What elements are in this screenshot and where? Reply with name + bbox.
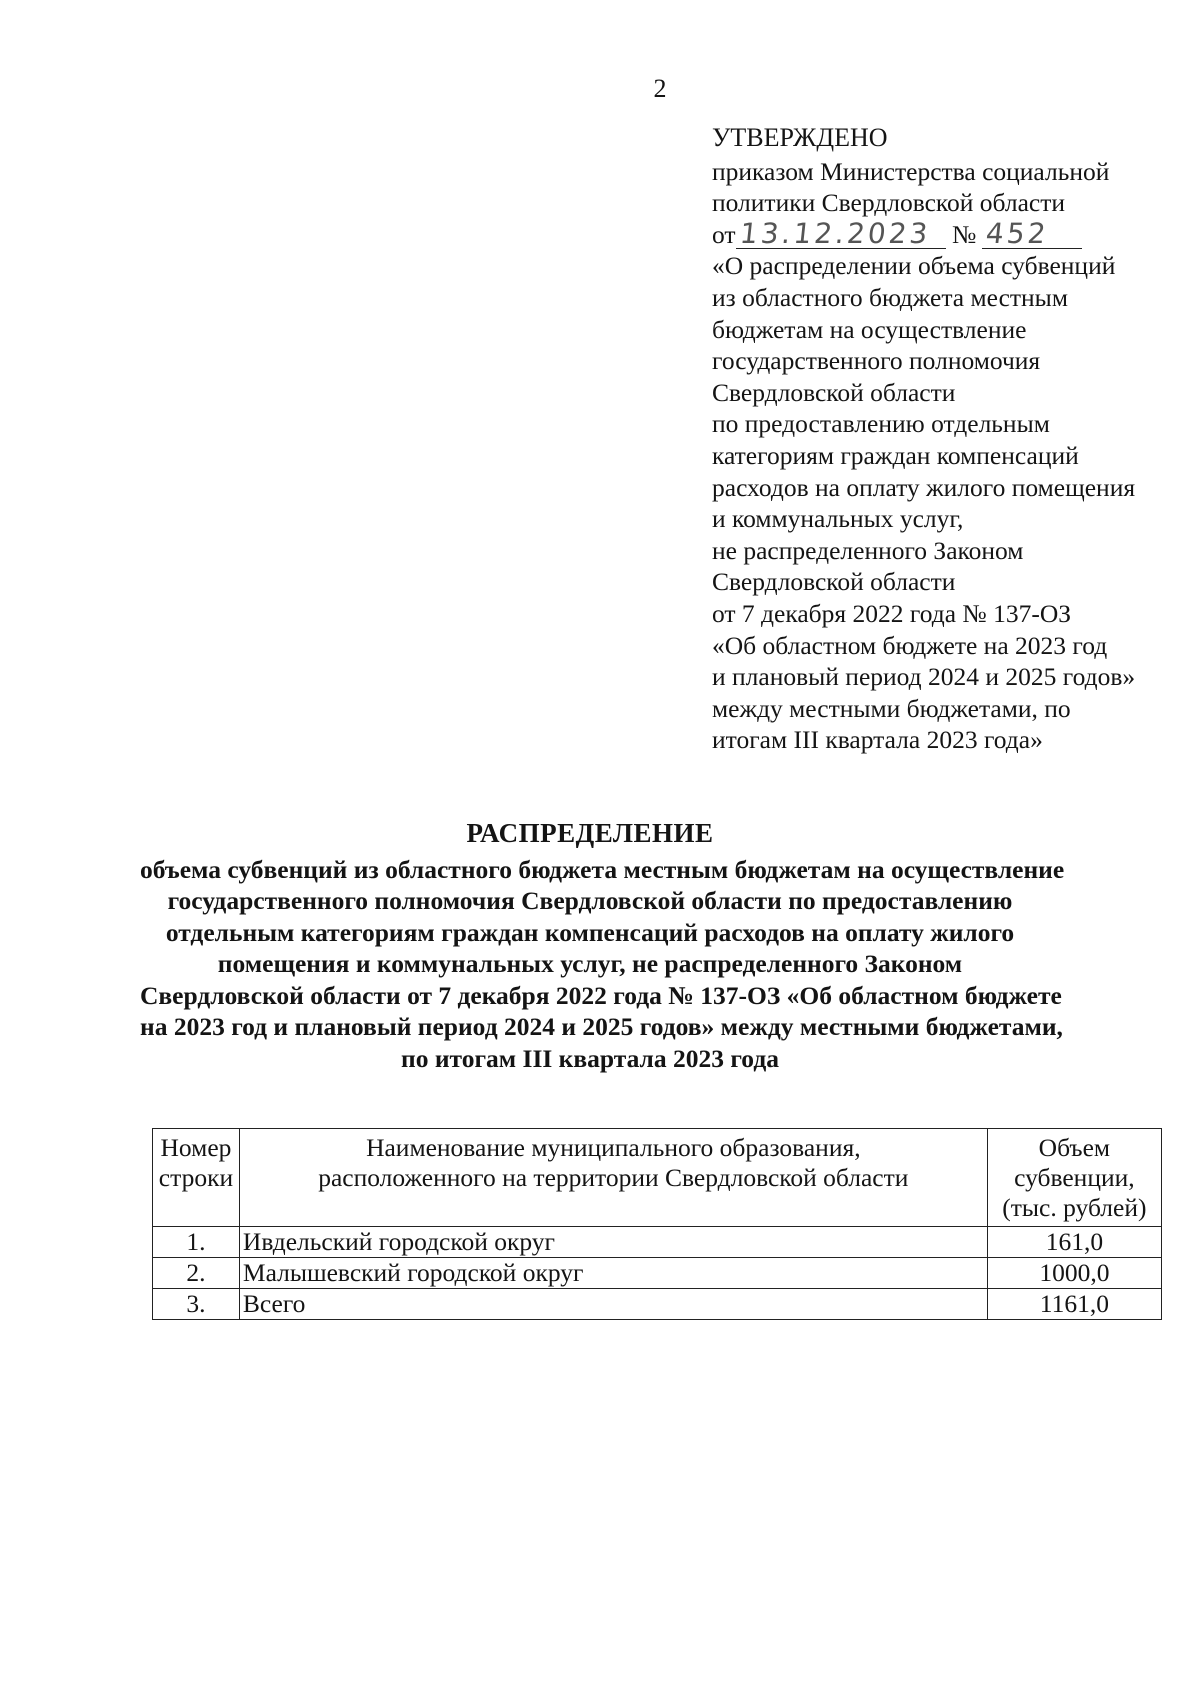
approval-line: из областного бюджета местным	[712, 282, 1068, 312]
header-volume	[987, 1129, 1161, 1227]
heading-line: государственного полномочия Свердловской области по предоставлению	[167, 886, 1013, 915]
header-line: расположенного на территории Свердловской области	[318, 1163, 909, 1192]
subvention-volume: 1000,0	[987, 1258, 1161, 1289]
header-row-number	[153, 1129, 240, 1227]
subvention-volume: 161,0	[987, 1227, 1161, 1258]
row-number: 3.	[153, 1289, 240, 1320]
approval-line: Свердловской области	[712, 567, 956, 597]
row-number: 2.	[153, 1258, 240, 1289]
header-line: Наименование муниципального образования,	[366, 1133, 861, 1162]
approval-line: государственного полномочия	[712, 346, 1041, 376]
page-number: 2	[653, 74, 667, 103]
document-heading	[140, 818, 1065, 1074]
date-prefix: от	[712, 219, 736, 249]
approval-line: политики Свердловской области	[712, 188, 1066, 218]
header-line: строки	[158, 1163, 234, 1192]
heading-line: отдельным категориям граждан компенсаций расходов на оплату жилого	[165, 917, 1015, 947]
approval-line: между местными бюджетами, по	[712, 693, 1071, 723]
header-line: субвенции,	[1014, 1163, 1135, 1192]
header-line: Номер	[160, 1133, 232, 1162]
approval-block	[712, 122, 1182, 756]
handwritten-date: 13.12.2023	[737, 216, 932, 250]
header-line: (тыс. рублей)	[1002, 1193, 1147, 1222]
heading-line: на 2023 год и плановый период 2024 и 2025 годов» между местными бюджетами,	[140, 1012, 1063, 1041]
header-line: Объем	[1038, 1133, 1111, 1162]
approval-line: итогам III квартала 2023 года»	[712, 725, 1043, 755]
table-row	[153, 1258, 1162, 1289]
date-field	[736, 216, 946, 250]
number-field	[982, 216, 1082, 250]
approval-line: расходов на оплату жилого помещения	[712, 472, 1136, 502]
row-number: 1.	[153, 1227, 240, 1258]
approval-line: «Об областном бюджете на 2023 год	[712, 630, 1108, 660]
municipality-name: Всего	[239, 1289, 987, 1320]
approval-line: «О распределении объема субвенций	[712, 251, 1116, 281]
handwritten-number: 452	[984, 216, 1051, 250]
distribution-table	[152, 1128, 1162, 1320]
header-municipality	[239, 1129, 987, 1227]
municipality-name: Ивдельский городской округ	[239, 1227, 987, 1258]
approval-line: по предоставлению отдельным	[712, 409, 1050, 439]
heading-line: помещения и коммунальных услуг, не распределенного Законом	[217, 949, 963, 978]
approval-line: приказом Министерства социальной	[712, 156, 1110, 186]
heading-line: по итогам III квартала 2023 года	[401, 1043, 779, 1073]
approval-stamp: УТВЕРЖДЕНО	[712, 123, 888, 152]
municipality-name: Малышевский городской округ	[239, 1258, 987, 1289]
subvention-volume: 1161,0	[987, 1289, 1161, 1320]
approval-line: и плановый период 2024 и 2025 годов»	[712, 662, 1136, 692]
table-row	[153, 1227, 1162, 1258]
approval-line: от 7 декабря 2022 года № 137-ОЗ	[712, 598, 1072, 628]
heading-line: Свердловской области от 7 декабря 2022 года № 137-ОЗ «Об областном бюджете	[140, 980, 1062, 1010]
table-header-row	[153, 1129, 1162, 1227]
number-prefix: №	[951, 219, 977, 249]
approval-line: бюджетам на осуществление	[712, 314, 1027, 344]
table-row-total	[153, 1289, 1162, 1320]
approval-line: категориям граждан компенсаций	[712, 440, 1079, 470]
approval-line: Свердловской области	[712, 377, 956, 407]
heading-line: объема субвенций из областного бюджета местным бюджетам на осуществление	[140, 854, 1065, 884]
approval-line: и коммунальных услуг,	[712, 504, 964, 534]
approval-date-line	[712, 216, 1182, 251]
approval-line: не распределенного Законом	[712, 535, 1024, 565]
document-title: РАСПРЕДЕЛЕНИЕ	[466, 818, 714, 848]
